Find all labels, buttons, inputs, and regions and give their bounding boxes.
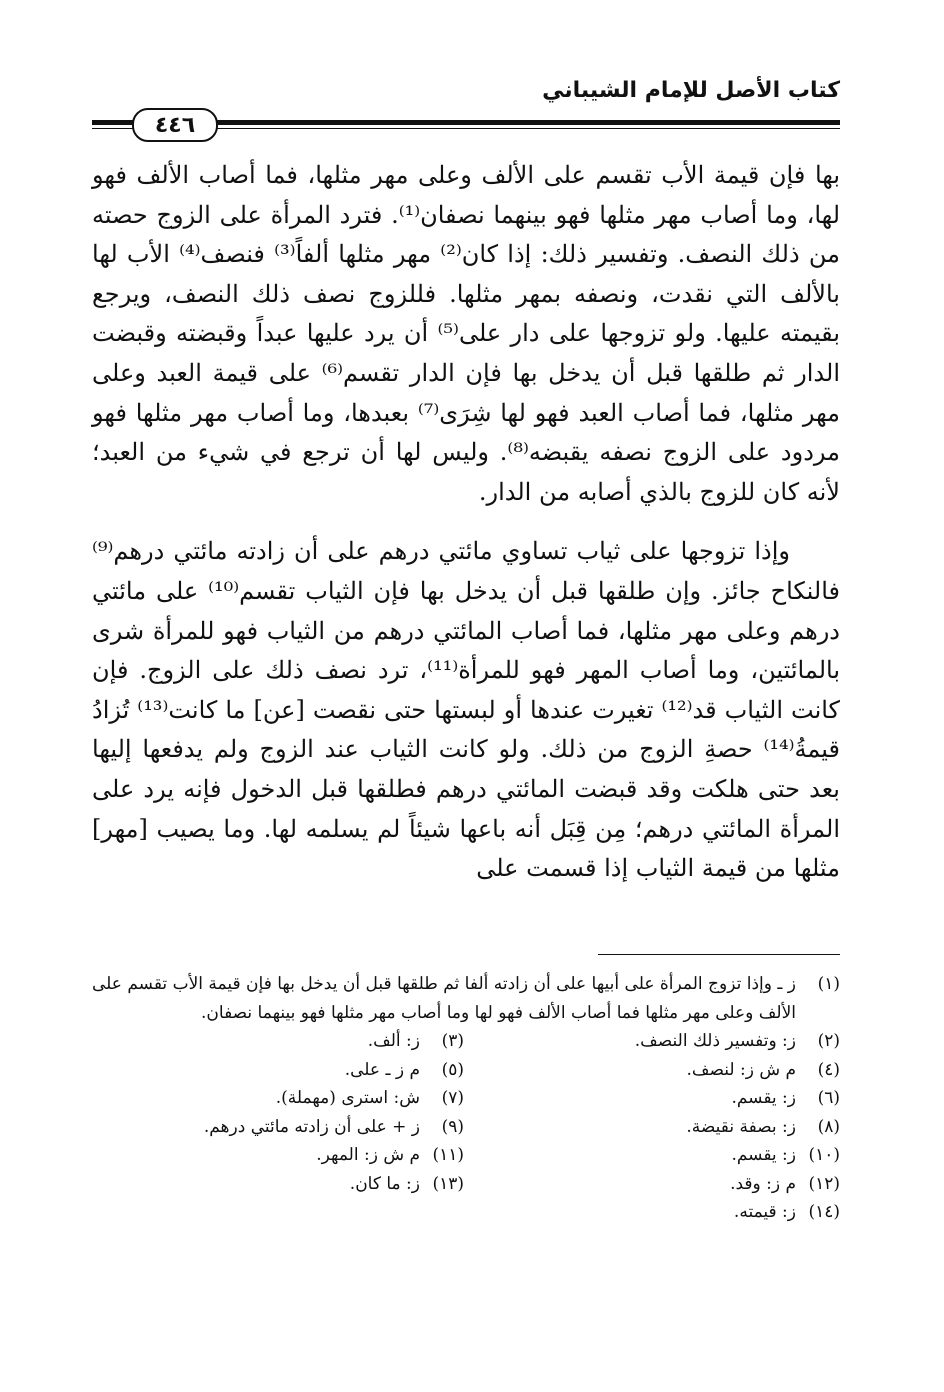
footnote-number: (١): [817, 974, 840, 994]
footnote-number: (١٣): [432, 1173, 464, 1194]
page-number-badge: [132, 108, 218, 142]
footnote-number: (١٢): [808, 1173, 840, 1194]
footnote-number: (١١): [432, 1145, 464, 1165]
footnote-10: [464, 1141, 840, 1170]
footnotes: [92, 970, 840, 1227]
footnote-8: [464, 1113, 840, 1142]
footnote-text: م ز: وقد.: [730, 1173, 796, 1194]
footnote-12: [464, 1170, 840, 1199]
footnote-13: [92, 1170, 464, 1199]
footnote-text: ز: يقسم.: [731, 1088, 796, 1108]
footnote-4: [464, 1056, 840, 1085]
footnote-text: ز: قيمته.: [733, 1202, 796, 1222]
footnote-text: ز + على أن زادته مائتي درهم.: [203, 1116, 420, 1137]
footnote-9: [92, 1113, 464, 1142]
footnote-number: (٢): [817, 1031, 840, 1051]
footnote-separator: [598, 954, 840, 955]
footnote-number: (٩): [441, 1116, 464, 1137]
footnote-text: ز: ألف.: [367, 1031, 420, 1051]
footnote-number: (٧): [441, 1088, 464, 1108]
page-header: [92, 78, 840, 138]
footnote-grid: [92, 1027, 840, 1227]
footnote-number: (٦): [817, 1088, 840, 1108]
footnote-text: ز: بصفة نقيضة.: [686, 1116, 796, 1137]
footnote-7: [92, 1084, 464, 1113]
paragraph-2: وإذا تزوجها على ثياب تساوي مائتي درهم على أن زادته مائتي درهم⁽⁹⁾ فالنكاح جائز. وإن طلقها قبل أن يدخل بها فإن الثياب تقسم⁽¹⁰⁾ على مائتي درهم وعلى مهر مثلها، فما أصاب المائتي درهم من الثياب فهو للمرأة شرى بالمائتين، وما أصاب المهر فهو للمرأة⁽¹¹⁾، ترد نصف ذلك على الزوج. فإن كانت الثياب قد⁽¹²⁾ تغيرت عندها أو لبستها حتى نقصت [عن] ما كانت⁽¹³⁾ تُزادُ قيمةُ⁽¹⁴⁾ حصةِ الزوج من ذلك. ولو كانت الثياب عند الزوج ولم يدفعها إليها بعد حتى هلكت وقد قبضت المائتي درهم فطلقها قبل الدخول فإنه يرد على المرأة المائتي درهم؛ مِن قِبَل أنه باعها شيئاً لم يسلمه لها. وما يصيب [مهر] مثلها من قيمة الثياب إذا قسمت على: [92, 537, 840, 883]
footnote-number: (١٠): [808, 1145, 840, 1165]
footnote-number: (٣): [441, 1031, 464, 1051]
footnote-3: [92, 1027, 464, 1056]
footnote-11: [92, 1141, 464, 1170]
footnote-text: ز: وتفسير ذلك النصف.: [634, 1031, 796, 1051]
footnote-number: (٨): [817, 1116, 840, 1137]
footnote-5: [92, 1056, 464, 1085]
footnote-text: ز: يقسم.: [731, 1145, 796, 1165]
footnote-14: [464, 1198, 840, 1227]
page-number: ٤٤٦: [154, 112, 196, 138]
footnote-number: (٤): [817, 1059, 840, 1080]
footnote-text: ز ـ وإذا تزوج المرأة على أبيها على أن زادته ألفا ثم طلقها قبل أن يدخل بها فإن قيمة الأب تقسم على الألف وعلى مهر مثلها فما أصاب الألف فهو لها وما أصاب مهر مثلها فهو بينهما نصفان.: [92, 974, 796, 1023]
book-title: كتاب الأصل للإمام الشيباني: [542, 78, 840, 103]
footnote-1: [92, 970, 840, 1027]
footnote-6: [464, 1084, 840, 1113]
main-text: [92, 156, 840, 889]
footnote-text: م ش ز: المهر.: [316, 1145, 420, 1165]
footnote-text: م ش ز: لنصف.: [686, 1059, 796, 1080]
footnote-2: [464, 1027, 840, 1056]
footnote-number: (٥): [441, 1059, 464, 1080]
paragraph-1: بها فإن قيمة الأب تقسم على الألف وعلى مهر مثلها، فما أصاب الألف فهو لها، وما أصاب مهر مثلها فهو بينهما نصفان⁽¹⁾. فترد المرأة على الزوج حصته من ذلك النصف. وتفسير ذلك: إذا كان⁽²⁾ مهر مثلها ألفاً⁽³⁾ فنصف⁽⁴⁾ الأب لها بالألف التي نقدت، ونصفه بمهر مثلها. فللزوج نصف ذلك النصف، ويرجع بقيمته عليها. ولو تزوجها على دار على⁽⁵⁾ أن يرد عليها عبداً وقبضته وقبضت الدار ثم طلقها قبل أن يدخل بها فإن الدار تقسم⁽⁶⁾ على قيمة العبد وعلى مهر مثلها، فما أصاب العبد فهو لها شِرَى⁽⁷⁾ بعبدها، وما أصاب مهر مثلها فهو مردود على الزوج نصفه يقبضه⁽⁸⁾. وليس لها أن ترجع في شيء من العبد؛ لأنه كان للزوج بالذي أصابه من الدار.: [92, 161, 841, 506]
footnote-text: ز: ما كان.: [349, 1173, 420, 1194]
footnote-text: ش: استرى (مهملة).: [275, 1088, 420, 1108]
footnote-number: (١٤): [808, 1202, 840, 1222]
footnote-text: م ز ـ على.: [344, 1059, 420, 1080]
